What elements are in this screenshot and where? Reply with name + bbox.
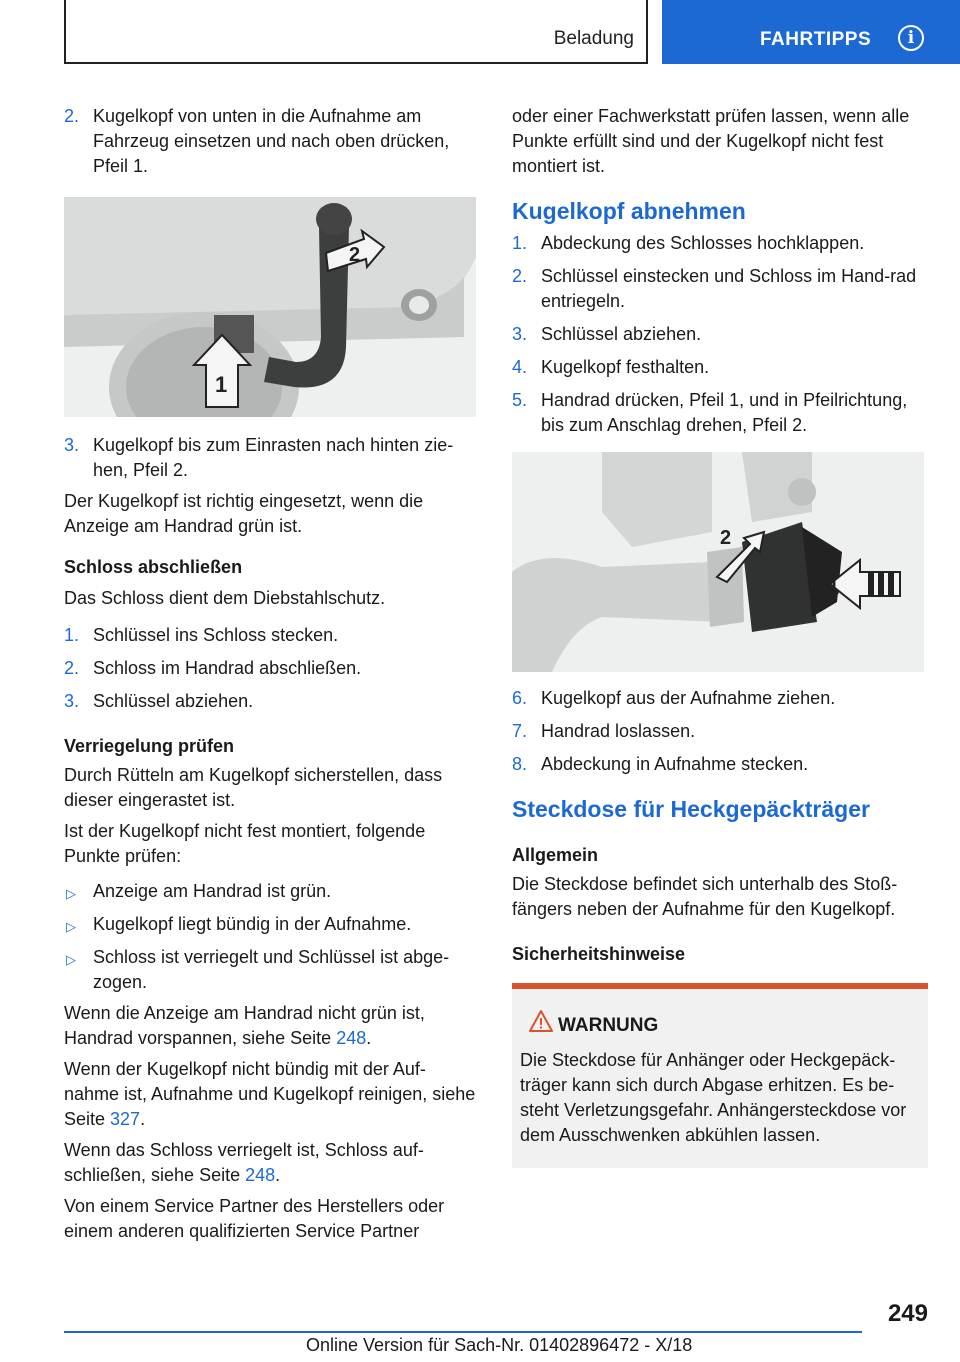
bullet-item: [64, 945, 476, 995]
right-column: [512, 104, 928, 1168]
step-number: 2.: [64, 106, 80, 126]
header-chapter-title: FAHRTIPPS: [760, 29, 872, 50]
step-text: Schlüssel abziehen.: [93, 691, 254, 711]
paragraph-text: Wenn das Schloss verriegelt ist, Schloss auf-schließen, siehe Seite: [64, 1140, 424, 1185]
step-text: Handrad loslassen.: [541, 721, 696, 741]
warning-triangle-icon: [528, 1009, 554, 1033]
list-item: [512, 752, 928, 777]
paragraph: oder einer Fachwerkstatt prüfen lassen, wenn alle Punkte erfüllt sind und der Kugelkopf nicht fest montiert ist.: [512, 106, 910, 176]
list-item: [64, 656, 476, 681]
step-number: 4.: [512, 357, 528, 377]
header-section-title: Beladung: [553, 28, 634, 49]
list-item: [512, 388, 928, 438]
paragraph-with-link: [64, 1138, 476, 1188]
page-link-248[interactable]: 248: [245, 1165, 276, 1185]
bullet-item: [64, 912, 476, 937]
bullet-item: [64, 879, 476, 904]
list-item: [512, 355, 928, 380]
list-item: [64, 689, 476, 714]
step-number: 3.: [512, 324, 528, 344]
figure-illustration: [64, 197, 476, 417]
step-number: 3.: [64, 691, 80, 711]
header-chapter-tab: [662, 0, 960, 64]
triangle-bullet-icon: ▷: [66, 919, 76, 934]
section-heading-check: Verriegelung prüfen: [64, 736, 235, 756]
figure-illustration: [512, 452, 924, 672]
step-text: Schloss im Handrad abschließen.: [93, 658, 362, 678]
paragraph: Durch Rütteln am Kugelkopf sicherstellen, dass dieser eingerastet ist.: [64, 765, 443, 810]
step-number: 7.: [512, 721, 528, 741]
warning-text: Die Steckdose für Anhänger oder Heckgepäck-träger kann sich durch Abgase erhitzen. Es be-steht Verletzungsgefahr. Anhängersteckdose vor dem Ausschwenken abkühlen lassen.: [520, 1050, 907, 1145]
step-text: Handrad drücken, Pfeil 1, und in Pfeilrichtung, bis zum Anschlag drehen, Pfeil 2.: [541, 390, 908, 435]
figure-arrow-label-1: 1: [828, 577, 840, 599]
header-section-tab: [64, 0, 648, 64]
paragraph-end: .: [275, 1165, 281, 1185]
footer-version-text: Online Version für Sach-Nr. 01402896472 - X/18: [306, 1335, 693, 1355]
paragraph: Ist der Kugelkopf nicht fest montiert, folgende Punkte prüfen:: [64, 821, 426, 866]
step-text: Schlüssel einstecken und Schloss im Hand-rad entriegeln.: [541, 266, 917, 311]
step-number: 6.: [512, 688, 528, 708]
page-link-248[interactable]: 248: [336, 1028, 367, 1048]
step-number: 2.: [512, 266, 528, 286]
step-number: 5.: [512, 390, 528, 410]
page-link-327[interactable]: 327: [110, 1109, 141, 1129]
figure-arrow-label-2: 2: [720, 527, 732, 549]
list-item: [512, 264, 928, 314]
step-item: [64, 104, 476, 179]
figure-ball-head-remove: [512, 452, 924, 672]
warning-title: WARNUNG: [558, 1015, 659, 1036]
paragraph-with-link: [64, 1057, 476, 1132]
step-number: 2.: [64, 658, 80, 678]
step-number: 1.: [64, 625, 80, 645]
step-text: Kugelkopf von unten in die Aufnahme am Fahrzeug einsetzen und nach oben drücken, Pfeil 1.: [93, 106, 450, 176]
list-item: [512, 322, 928, 347]
triangle-bullet-icon: ▷: [66, 886, 76, 901]
step-text: Kugelkopf festhalten.: [541, 357, 710, 377]
figure-arrow-label-2: 2: [349, 244, 361, 266]
paragraph: Von einem Service Partner des Herstellers oder einem anderen qualifizierten Service Partner: [64, 1196, 445, 1241]
figure-arrow-label-1: 1: [215, 372, 228, 397]
page-number: 249: [887, 1300, 928, 1327]
section-heading-lock: Schloss abschließen: [64, 557, 243, 577]
subheading-safety: Sicherheitshinweise: [512, 944, 686, 964]
step-text: Schlüssel abziehen.: [541, 324, 702, 344]
bullet-text: Kugelkopf liegt bündig in der Aufnahme.: [93, 914, 412, 934]
paragraph-text: Wenn der Kugelkopf nicht bündig mit der Auf-nahme ist, Aufnahme und Kugelkopf reinigen, siehe Seite: [64, 1059, 476, 1129]
bullet-text: Anzeige am Handrad ist grün.: [93, 881, 332, 901]
figure-ball-head-install: [64, 197, 476, 417]
step-number: 1.: [512, 233, 528, 253]
step-number: 3.: [64, 435, 80, 455]
info-icon: i: [898, 25, 924, 51]
paragraph-text: Wenn die Anzeige am Handrad nicht grün ist, Handrad vorspannen, siehe Seite: [64, 1003, 425, 1048]
step-text: Abdeckung des Schlosses hochklappen.: [541, 233, 865, 253]
list-item: [512, 686, 928, 711]
left-column: [64, 104, 476, 1250]
triangle-bullet-icon: ▷: [66, 952, 76, 967]
paragraph: Das Schloss dient dem Diebstahlschutz.: [64, 588, 386, 608]
paragraph-end: .: [140, 1109, 146, 1129]
paragraph: Die Steckdose befindet sich unterhalb des Stoß-fängers neben der Aufnahme für den Kugelkopf.: [512, 874, 898, 919]
section-heading-socket: Steckdose für Heckgepäckträger: [512, 796, 870, 822]
paragraph-with-link: [64, 1001, 476, 1051]
list-item: [64, 623, 476, 648]
list-item: [512, 719, 928, 744]
step-text: Kugelkopf bis zum Einrasten nach hinten zie-hen, Pfeil 2.: [93, 435, 454, 480]
list-item: [512, 231, 928, 256]
step-number: 8.: [512, 754, 528, 774]
step-text: Abdeckung in Aufnahme stecken.: [541, 754, 809, 774]
paragraph-end: .: [366, 1028, 372, 1048]
step-text: Schlüssel ins Schloss stecken.: [93, 625, 339, 645]
step-item: [64, 433, 476, 483]
warning-box: [512, 989, 928, 1168]
warning-title-row: [520, 1013, 920, 1038]
footer-divider: [64, 1331, 862, 1333]
subheading-general: Allgemein: [512, 845, 599, 865]
bullet-text: Schloss ist verriegelt und Schlüssel ist abge-zogen.: [93, 947, 450, 992]
section-heading-remove: Kugelkopf abnehmen: [512, 198, 746, 224]
step-text: Kugelkopf aus der Aufnahme ziehen.: [541, 688, 836, 708]
paragraph: Der Kugelkopf ist richtig eingesetzt, wenn die Anzeige am Handrad grün ist.: [64, 491, 424, 536]
